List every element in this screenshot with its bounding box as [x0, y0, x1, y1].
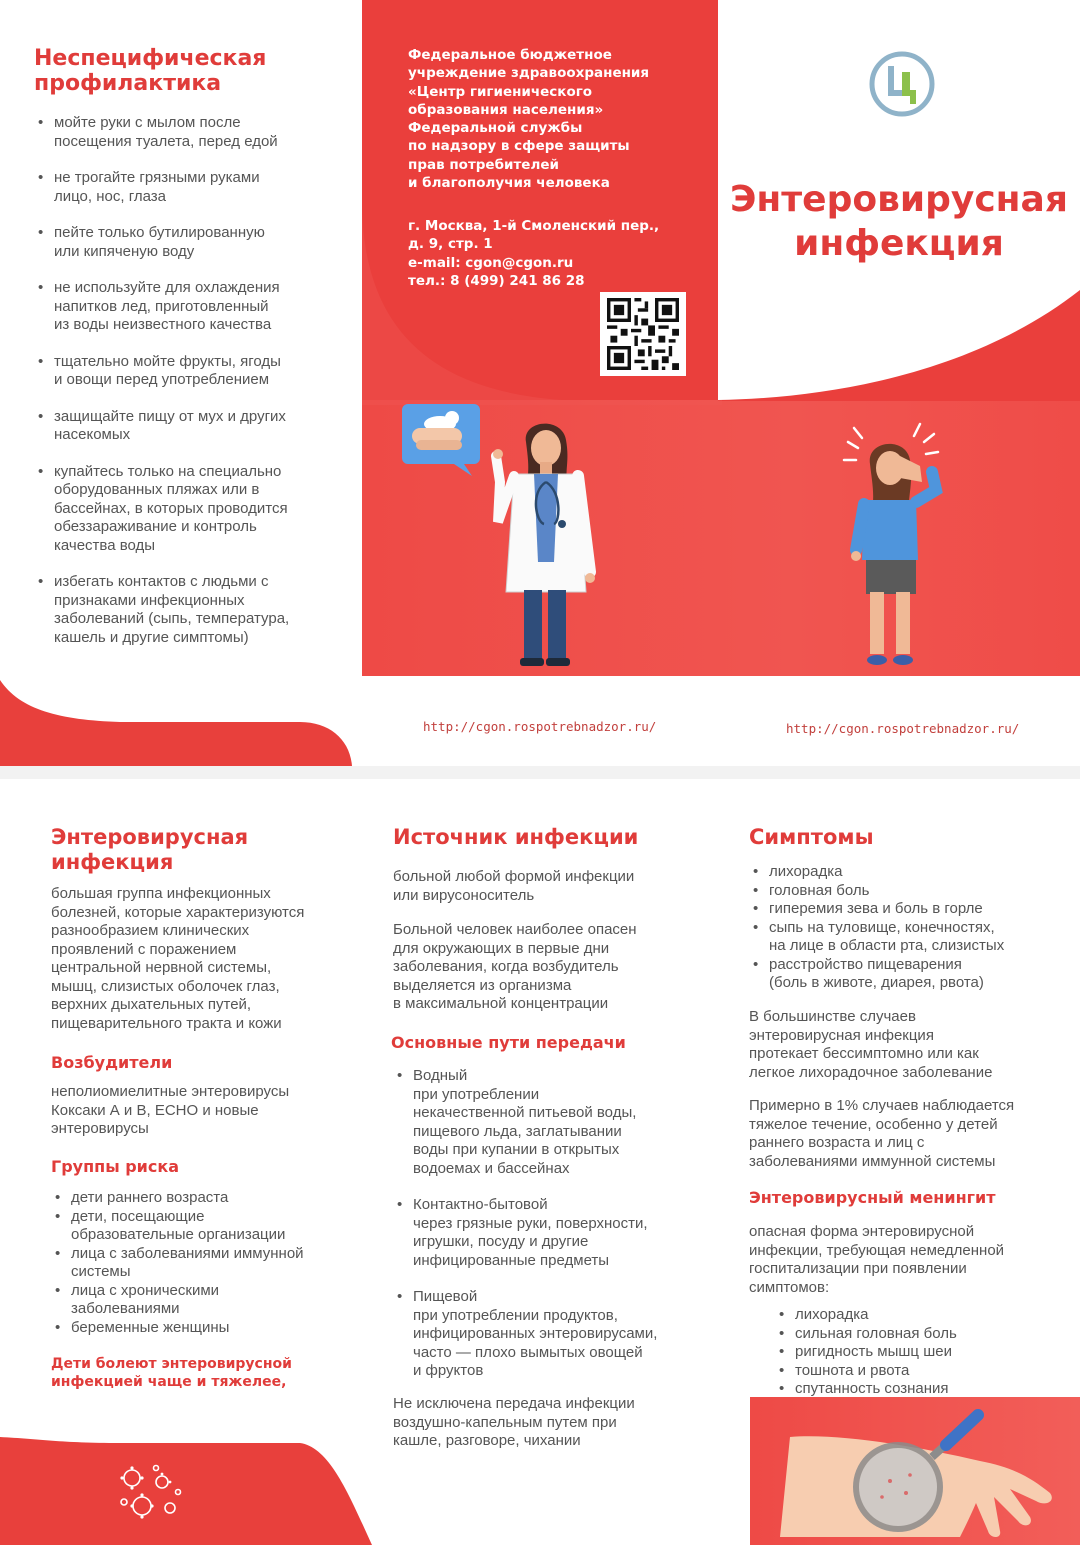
list-item: • дети, посещающие образовательные организации [51, 1208, 361, 1245]
source-text: больной любой формой инфекции или вирусоноситель [393, 868, 635, 904]
asymptomatic-text: В большинстве случаев энтеровирусная инфекция протекает бессимптомно или как легкое лихорадочное заболевание [749, 1008, 993, 1081]
list-item: • не трогайте грязными руками лицо, нос, глаза [34, 169, 349, 206]
qr-code[interactable] [600, 292, 686, 376]
risk-groups-list [51, 1189, 361, 1337]
section-title-routes: Основные пути передачи [391, 1033, 626, 1052]
bottom-decoration [0, 1407, 380, 1545]
prevention-list [34, 114, 349, 647]
list-item: • ригидность мышц шеи [775, 1343, 1075, 1362]
list-item: • Пищевой при употреблении продуктов, инфицированных энтеровирусами, часто — плохо вымытых овощей и фруктов [393, 1288, 713, 1381]
site-link-right[interactable]: http://cgon.rospotrebnadzor.ru/ [786, 721, 1020, 736]
list-item: • беременные женщины [51, 1319, 361, 1338]
list-item: • сыпь на туловище, конечностях, на лице в области рта, слизистых [749, 919, 1069, 956]
list-item: • лица с заболеваниями иммунной системы [51, 1245, 361, 1282]
section-title-infection: Энтеровирусная инфекция [51, 825, 249, 874]
list-item: • мойте руки с мылом после посещения туалета, перед едой [34, 114, 349, 151]
list-item: • дети раннего возраста [51, 1189, 361, 1208]
list-item: • купайтесь только на специально оборудованных пляжах или в бассейнах, в которых проводится обеззараживание и контроль качества воды [34, 463, 349, 556]
prevention-title: Неспецифическая профилактика [34, 46, 267, 96]
list-item: • избегать контактов с людьми с признаками инфекционных заболеваний (сыпь, температура, кашель и другие симптомы) [34, 573, 349, 647]
brochure-outside [0, 0, 1080, 766]
section-title-source: Источник инфекции [393, 825, 639, 849]
infection-description: большая группа инфекционных болезней, которые характеризуются разнообразием клинических проявлений с поражением центральной нервной системы, мышц, слизистых оболочек глаз, верхних дыхательных путей, пищеварительного тракта и кожи [51, 885, 305, 1032]
list-item: • не используйте для охлаждения напитков лед, приготовленный из воды неизвестного качества [34, 279, 349, 335]
list-item: • лихорадка [749, 863, 1069, 882]
list-item: • защищайте пищу от мух и других насекомых [34, 408, 349, 445]
list-item: • Водный при употреблении некачественной питьевой воды, пищевого льда, заглатывании воды при купании в открытых водоемах и бассейнах [393, 1067, 713, 1178]
list-item: • гиперемия зева и боль в горле [749, 900, 1069, 919]
brochure-inside [0, 779, 1080, 1545]
meningitis-text: опасная форма энтеровирусной инфекции, требующая немедленной госпитализации при появлении симптомов: [749, 1223, 1005, 1296]
list-item: • расстройство пищеварения (боль в животе, диарея, рвота) [749, 956, 1069, 993]
list-item: • пейте только бутилированную или кипяченую воду [34, 224, 349, 261]
meningitis-symptoms-list [775, 1306, 1075, 1399]
cover-curve [718, 270, 1080, 401]
logo-cgon-icon [868, 50, 936, 118]
doctor-illustration [486, 412, 606, 674]
section-title-symptoms: Симптомы [749, 825, 874, 849]
list-item: • лихорадка [775, 1306, 1075, 1325]
site-link-middle[interactable]: http://cgon.rospotrebnadzor.ru/ [423, 719, 657, 734]
corner-decoration [0, 680, 360, 766]
virus-icon [112, 1462, 188, 1528]
list-item: • тщательно мойте фрукты, ягоды и овощи перед употреблением [34, 353, 349, 390]
airborne-text: Не исключена передача инфекции воздушно-капельным путем при кашле, разговоре, чихании [393, 1395, 635, 1449]
section-title-pathogens: Возбудители [51, 1053, 173, 1072]
severe-text: Примерно в 1% случаев наблюдается тяжелое течение, особенно у детей раннего возраста и лиц с заболеваниями иммунной системы [749, 1097, 1015, 1170]
list-item: • спутанность сознания [775, 1380, 1075, 1399]
list-item: • тошнота и рвота [775, 1362, 1075, 1381]
pathogens-text: неполиомиелитные энтеровирусы Коксаки А и В, ECHO и новые энтеровирусы [51, 1083, 290, 1137]
list-item: • сильная головная боль [775, 1325, 1075, 1344]
section-title-meningitis: Энтеровирусный менингит [749, 1188, 996, 1207]
list-item: • Контактно-бытовой через грязные руки, поверхности, игрушки, посуду и другие инфицированные предметы [393, 1196, 713, 1270]
list-item: • головная боль [749, 882, 1069, 901]
org-text: Федеральное бюджетное учреждение здравоохранения «Центр гигиенического образования населения» Федеральной службы по надзору в сфере защиты прав потребителей и благополучия человека [408, 47, 650, 192]
sick-girl-illustration [840, 420, 950, 672]
children-note: Дети болеют энтеровирусной инфекцией чаще и тяжелее, [51, 1356, 292, 1390]
routes-list [393, 1067, 713, 1381]
cover-title: Энтеровирусная инфекция [730, 179, 1068, 264]
magnifier-rash-illustration [750, 1397, 1080, 1545]
section-title-risk-groups: Группы риска [51, 1157, 180, 1176]
address-text: г. Москва, 1-й Смоленский пер., д. 9, стр. 1 e-mail: cgon@cgon.ru тел.: 8 (499) 241 86 28 [408, 218, 660, 289]
symptoms-list [749, 863, 1069, 993]
hand-washing-icon [402, 404, 482, 476]
danger-text: Больной человек наиболее опасен для окружающих в первые дни заболевания, когда возбудитель выделяется из организма в максимальной концентрации [393, 921, 637, 1012]
qr-code-icon [606, 298, 680, 370]
list-item: • лица с хроническими заболеваниями [51, 1282, 361, 1319]
